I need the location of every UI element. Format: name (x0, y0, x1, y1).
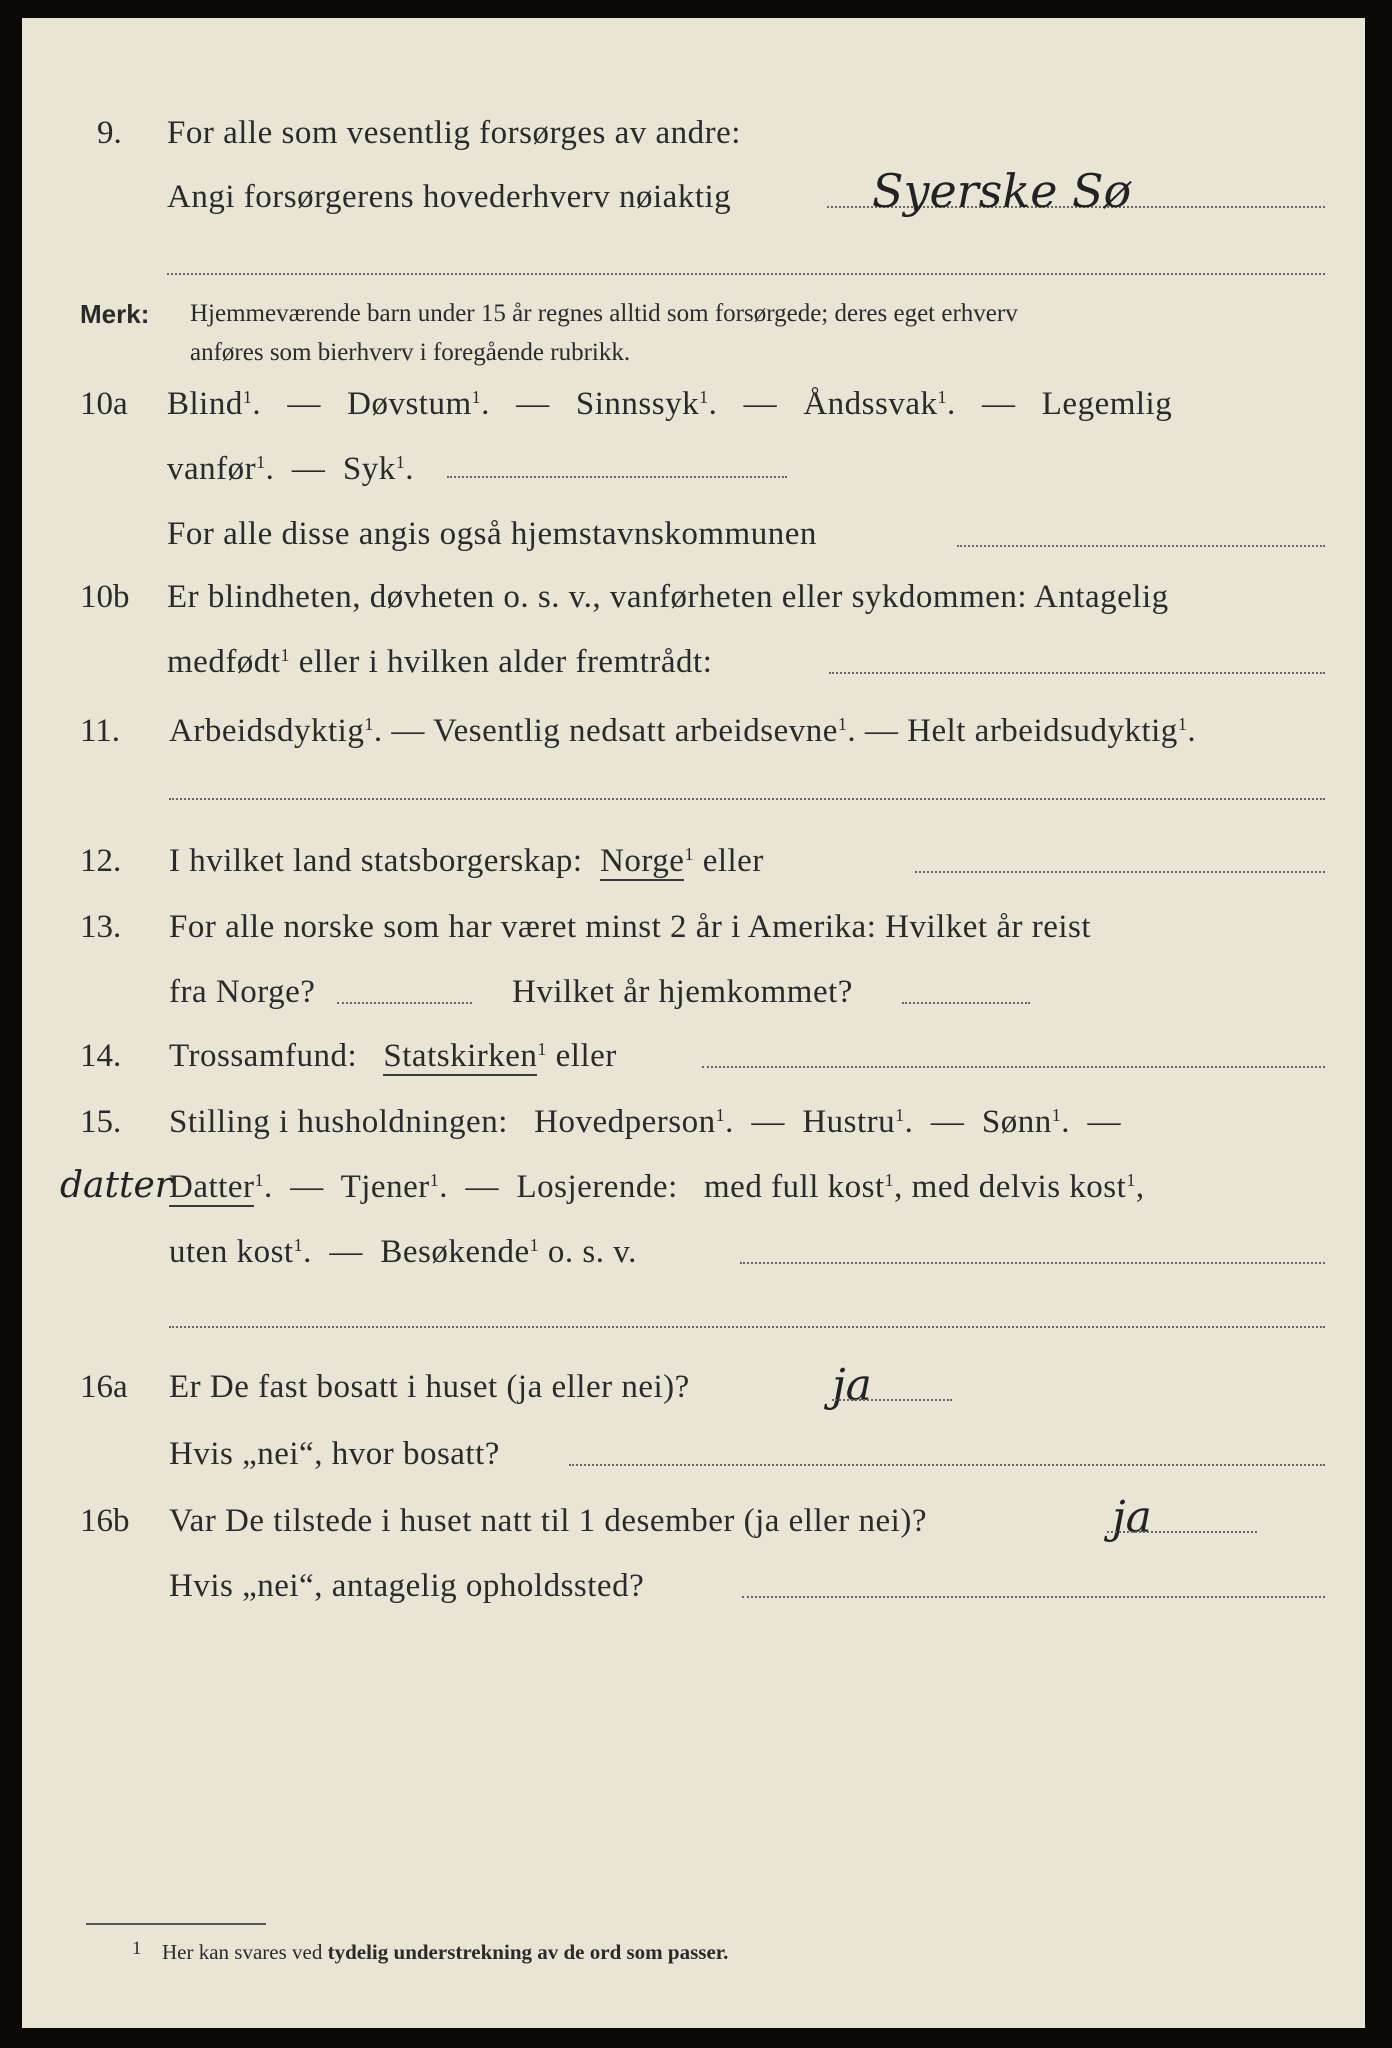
q9-number: 9. (97, 115, 122, 151)
option-uten-kost: uten kost (169, 1234, 294, 1270)
option-sonn: Sønn (981, 1104, 1052, 1140)
q15-extra-line (169, 1326, 1325, 1328)
q13-hjemkommet: Hvilket år hjemkommet? (512, 974, 853, 1010)
q10b-number: 10b (80, 579, 130, 615)
q16a-number: 16a (80, 1369, 128, 1405)
q12-line: I hvilket land statsborgerskap: Norge$^1$ eller (169, 843, 764, 879)
q16b-answer-line (1107, 1531, 1257, 1533)
merk-line1: Hjemmeværende barn under 15 år regnes alltid som forsørgede; deres eget erhverv (190, 300, 1018, 327)
q10b-line2: medfødt$^1$ eller i hvilken alder fremtrådt: (167, 644, 713, 680)
merk-label: Merk: (80, 299, 150, 329)
q16a-line2: Hvis „nei“, hvor bosatt? (169, 1436, 500, 1472)
option-besokende: Besøkende (380, 1234, 530, 1270)
q11-number: 11. (80, 713, 121, 749)
q13-fra-norge: fra Norge? (169, 974, 316, 1010)
option-datter: Datter (169, 1169, 255, 1205)
q14-answer-line (702, 1066, 1325, 1068)
scan-edge (1366, 0, 1392, 2048)
option-hustru: Hustru (802, 1104, 896, 1140)
q10a-line2: vanfør$^1$. — Syk$^1$. (167, 451, 414, 487)
option-medfodt: medfødt (167, 644, 281, 680)
footnote-mark: 1 (132, 1938, 142, 1959)
option-tjener: Tjener (340, 1169, 430, 1205)
q11-line1: Arbeidsdyktig$^1$. — Vesentlig nedsatt arbeidsevne$^1$. — Helt arbeidsudyktig$^1$. (169, 713, 1197, 749)
q16b-line1: Var De tilstede i huset natt til 1 desember (ja eller nei)? (169, 1503, 927, 1539)
q15-line1: Stilling i husholdningen: Hovedperson$^1$. — Hustru$^1$. — Sønn$^1$. — (169, 1104, 1122, 1140)
option-dovstum: Døvstum (347, 386, 472, 422)
option-med-delvis-kost: med delvis kost (911, 1169, 1127, 1205)
q13-number: 13. (80, 909, 122, 945)
q9-extra-line (167, 273, 1325, 275)
q15-line2: Datter$^1$. — Tjener$^1$. — Losjerende: med full kost$^1$, med delvis kost$^1$, (169, 1169, 1145, 1205)
q9-line2: Angi forsørgerens hovederhverv nøiaktig (167, 179, 732, 215)
option-sinnssyk: Sinnssyk (575, 386, 700, 422)
census-form-page (22, 18, 1365, 2028)
q13-fra-line (337, 1002, 472, 1004)
q9-handwritten-answer: Syerske Sø (872, 164, 1132, 218)
option-legemlig: Legemlig (1041, 386, 1173, 422)
q13-line1: For alle norske som har været minst 2 år i Amerika: Hvilket år reist (169, 909, 1092, 945)
option-statskirken: Statskirken (383, 1038, 538, 1074)
option-hovedperson: Hovedperson (534, 1104, 716, 1140)
q10b-answer-line (829, 672, 1325, 674)
q16b-handwritten-answer: ja (1112, 1492, 1152, 1543)
q10a-line1: Blind$^1$. — Døvstum$^1$. — Sinnssyk$^1$. — Åndssvak$^1$. — Legemlig (167, 386, 1173, 422)
q10a-line3: For alle disse angis også hjemstavnskommunen (167, 516, 817, 552)
q12-answer-line (915, 871, 1325, 873)
q12-number: 12. (80, 843, 122, 879)
footnote-rule (86, 1923, 266, 1925)
q14-line: Trossamfund: Statskirken$^1$ eller (169, 1038, 617, 1074)
q16a-line1: Er De fast bosatt i huset (ja eller nei)? (169, 1369, 690, 1405)
option-arbeidsdyktig: Arbeidsdyktig (169, 713, 365, 749)
option-norge: Norge (600, 843, 685, 879)
q16a-answer-line (832, 1399, 952, 1401)
q16b-number: 16b (80, 1503, 130, 1539)
option-med-full-kost: med full kost (704, 1169, 885, 1205)
q10b-line1: Er blindheten, døvheten o. s. v., vanførheten eller sykdommen: Antagelig (167, 579, 1169, 615)
option-vanfor: vanfør (167, 451, 257, 487)
q15-number: 15. (80, 1104, 122, 1140)
q10a-answer-line (447, 476, 787, 478)
q16a-bosatt-line (569, 1464, 1325, 1466)
merk-line2: anføres som bierhverv i foregående rubrikk. (190, 339, 631, 366)
q10a-hjemstavn-line (957, 545, 1325, 547)
q16b-opholdssted-line (742, 1596, 1325, 1598)
option-syk: Syk (342, 451, 396, 487)
q13-hjem-line (902, 1002, 1030, 1004)
footnote-text: Her kan svares ved tydelig understrekning av de ord som passer. (162, 1940, 729, 1964)
q16a-handwritten-answer: ja (832, 1360, 872, 1411)
q15-answer-line (740, 1262, 1325, 1264)
q11-answer-line (169, 798, 1325, 800)
q10a-number: 10a (80, 386, 128, 422)
option-andssvak: Åndssvak (803, 386, 938, 422)
q16b-line2: Hvis „nei“, antagelig opholdssted? (169, 1568, 645, 1604)
q15-line3: uten kost$^1$. — Besøkende$^1$ o. s. v. (169, 1234, 637, 1270)
q14-number: 14. (80, 1038, 122, 1074)
q15-handwritten-note: datter (60, 1165, 172, 1206)
q9-line1: For alle som vesentlig forsørges av andre: (167, 115, 741, 151)
option-blind: Blind (167, 386, 243, 422)
